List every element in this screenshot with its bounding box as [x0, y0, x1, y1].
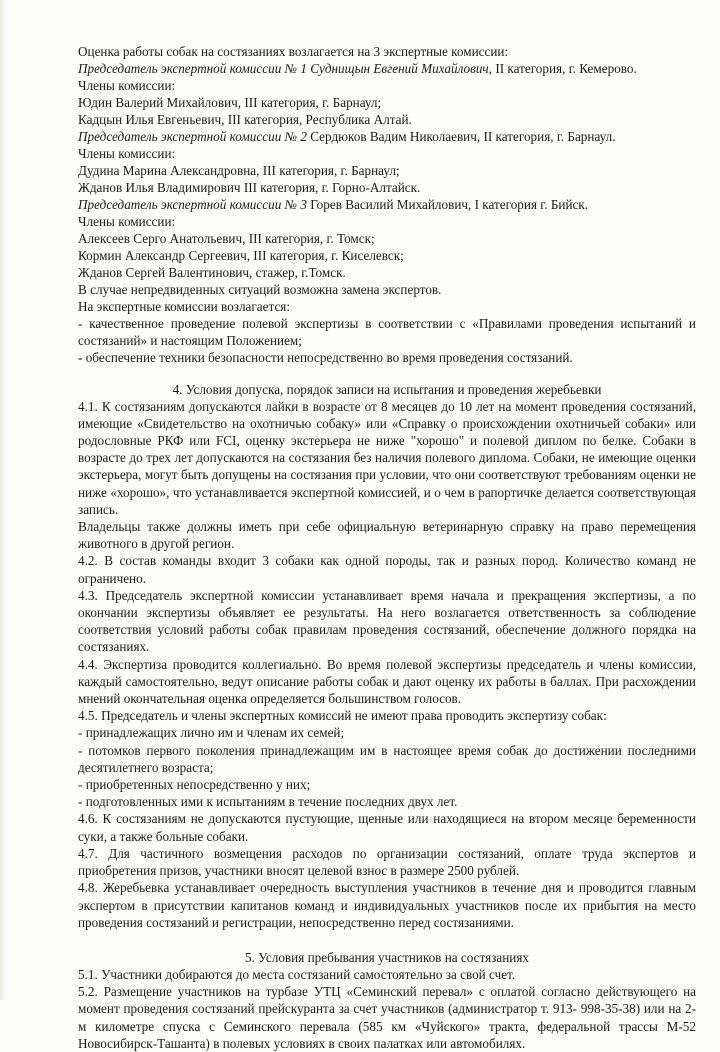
paragraph-4-6: 4.6. К состязаниям не допускаются пустующие, щенные или находящиеся на втором месяце беременности суки, а также больные собаки. — [78, 811, 696, 844]
committee-1-member: Юдин Валерий Михайлович, III категория, г. Барнаул; — [78, 95, 382, 110]
committee-3-chair-title: Председатель экспертной комиссии № 3 — [78, 197, 307, 212]
committee-3-member: Кормин Александр Сергеевич, III категория, г. Киселевск; — [78, 248, 404, 263]
section-4-heading: 4. Условия допуска, порядок записи на испытания и проведения жеребьевки — [172, 381, 602, 397]
paragraph-4-1: 4.1. К состязаниям допускаются лайки в возрасте от 8 месяцев до 10 лет на момент проведения состязаний, имеющие «Свидетельство на охотничью собаку» или «Справку о происхождении охотничьей собаки» или родословные РКФ или FCI, оценку экстерьера не ниже "хорошо" и полевой диплом по белке. Собаки в возрасте до трех лет допускаются на состязания без наличия полевого диплома. Собаки, не имеющие оценки экстерьера, могут быть допущены на состязания при условии, что они соответствуют требованиям оценки не ниже «хорошо», что устанавливается экспертной комиссией, и о чем в рапортичке делается соответствующая запись. — [78, 398, 696, 517]
paragraph-5-2: 5.2. Размещение участников на турбазе УТЦ «Семинский перевал» с оплатой согласно действующего на момент проведения состязаний прейскуранта за счет участников (администратор т. 913- 998-35-38) или на 2-м километре спуска с Семинского перевала (585 км «Чуйского» тракта, федеральной трассы М-52 Новосибирск-Ташанта) в полевых условиях в своих палатках или автомобилях. — [78, 984, 696, 1051]
committee-1-members-label: Члены комиссии: — [78, 78, 176, 93]
section-5-heading: 5. Условия пребывания участников на состязаниях — [244, 949, 530, 965]
duties-label: На экспертные комиссии возлагается: — [78, 299, 291, 314]
paragraph-4-5-item: - приобретенных непосредственно у них; — [78, 777, 311, 793]
paragraph-4-2: 4.2. В состав команды входит 3 собаки как одной породы, так и разных пород. Количество команд не ограничено. — [78, 553, 696, 586]
paragraph-4-5-item: - принадлежащих лично им и членам их семей; — [78, 725, 345, 741]
committee-2-chair — [78, 128, 696, 145]
committee-2-members-label: Члены комиссии: — [78, 146, 176, 161]
paragraph-5-1: 5.1. Участники добираются до места состязаний самостоятельно за свой счет. — [78, 966, 516, 982]
committee-2-chair-details: Сердюков Вадим Николаевич, II категория, г. Барнаул. — [306, 129, 616, 144]
paragraph-4-8: 4.8. Жеребьевка устанавливает очередность выступления участников в течение дня и проводится главным экспертом в присутствии капитанов команд и индивидуальных участников после их прибытия на место проведения состязаний и регистрации, непосредственно перед состязаниями. — [78, 880, 696, 930]
committee-3-member: Алексеев Серго Анатольевич, III категория, г. Томск; — [78, 231, 375, 246]
paragraph-4-5-item: - подготовленных ими к испытаниям в течение последних двух лет. — [78, 794, 458, 810]
replacement-note: В случае непредвиденных ситуаций возможна замена экспертов. — [78, 282, 442, 297]
duty-item: - обеспечение техники безопасности непосредственно во время проведения состязаний. — [78, 350, 573, 366]
committee-3-chair — [78, 196, 696, 213]
committee-1-member: Кадцын Илья Евгеньевич, III категория, Республика Алтай. — [78, 112, 412, 127]
committee-3-member: Жданов Сергей Валентинович, стажер, г.Томск. — [78, 265, 346, 280]
paragraph-4-5: 4.5. Председатель и члены экспертных комиссий не имеют права проводить экспертизу собак: — [78, 708, 607, 724]
committee-1-chair-details: , II категория, г. Кемерово. — [488, 61, 637, 76]
paragraph-4-5-item: - потомков первого поколения принадлежащим им в настоящее время собак до достижении последними десятилетнего возраста; — [78, 742, 696, 775]
paragraph-4-3: 4.3. Председатель экспертной комиссии устанавливает время начала и прекращения экспертизы, а по окончании экспертизы объявляет ее результаты. На него возлагается ответственность за соблюдение соответствия условий работы собак правилам проведения состязаний, обеспечение должного порядка на состязаниях. — [78, 587, 696, 655]
committee-1-chair — [78, 60, 696, 77]
paragraph-4-7: 4.7. Для частичного возмещения расходов по организации состязаний, оплате труда экспертов и приобретения призов, участники вносят целевой взнос в размере 2500 рублей. — [78, 845, 696, 879]
committee-3-members-label: Члены комиссии: — [78, 214, 176, 229]
committee-3-chair-details: Горев Василий Михайлович, I категория г. Бийск. — [306, 197, 589, 212]
committee-1-chair-title: Председатель экспертной комиссии № 1 Суднищын Евгений Михайлович — [78, 61, 489, 76]
committee-2-member: Жданов Илья Владимирович III категория, г. Горно-Алтайск. — [78, 180, 421, 195]
duty-item: - качественное проведение полевой экспертизы в соответствии с «Правилами проведения испытаний и состязаний» и настоящим Положением; — [78, 316, 696, 349]
paragraph-4-4: 4.4. Экспертиза проводится коллегиально. Во время полевой экспертизы председатель и члены комиссии, каждый самостоятельно, ведут описание работы собак и дают оценку их работы в баллах. При расхождении мнений окончательная оценка определяется большинством голосов. — [78, 656, 696, 707]
committee-2-chair-title: Председатель экспертной комиссии № 2 — [78, 129, 307, 144]
intro-line: Оценка работы собак на состязаниях возлагается на 3 экспертные комиссии: — [78, 44, 509, 59]
paragraph-4-1-vet: Владельцы также должны иметь при себе официальную ветеринарную справку на право перемещения животного в другой регион. — [78, 519, 696, 552]
committee-2-member: Дудина Марина Александровна, III категория, г. Барнаул; — [78, 163, 400, 178]
